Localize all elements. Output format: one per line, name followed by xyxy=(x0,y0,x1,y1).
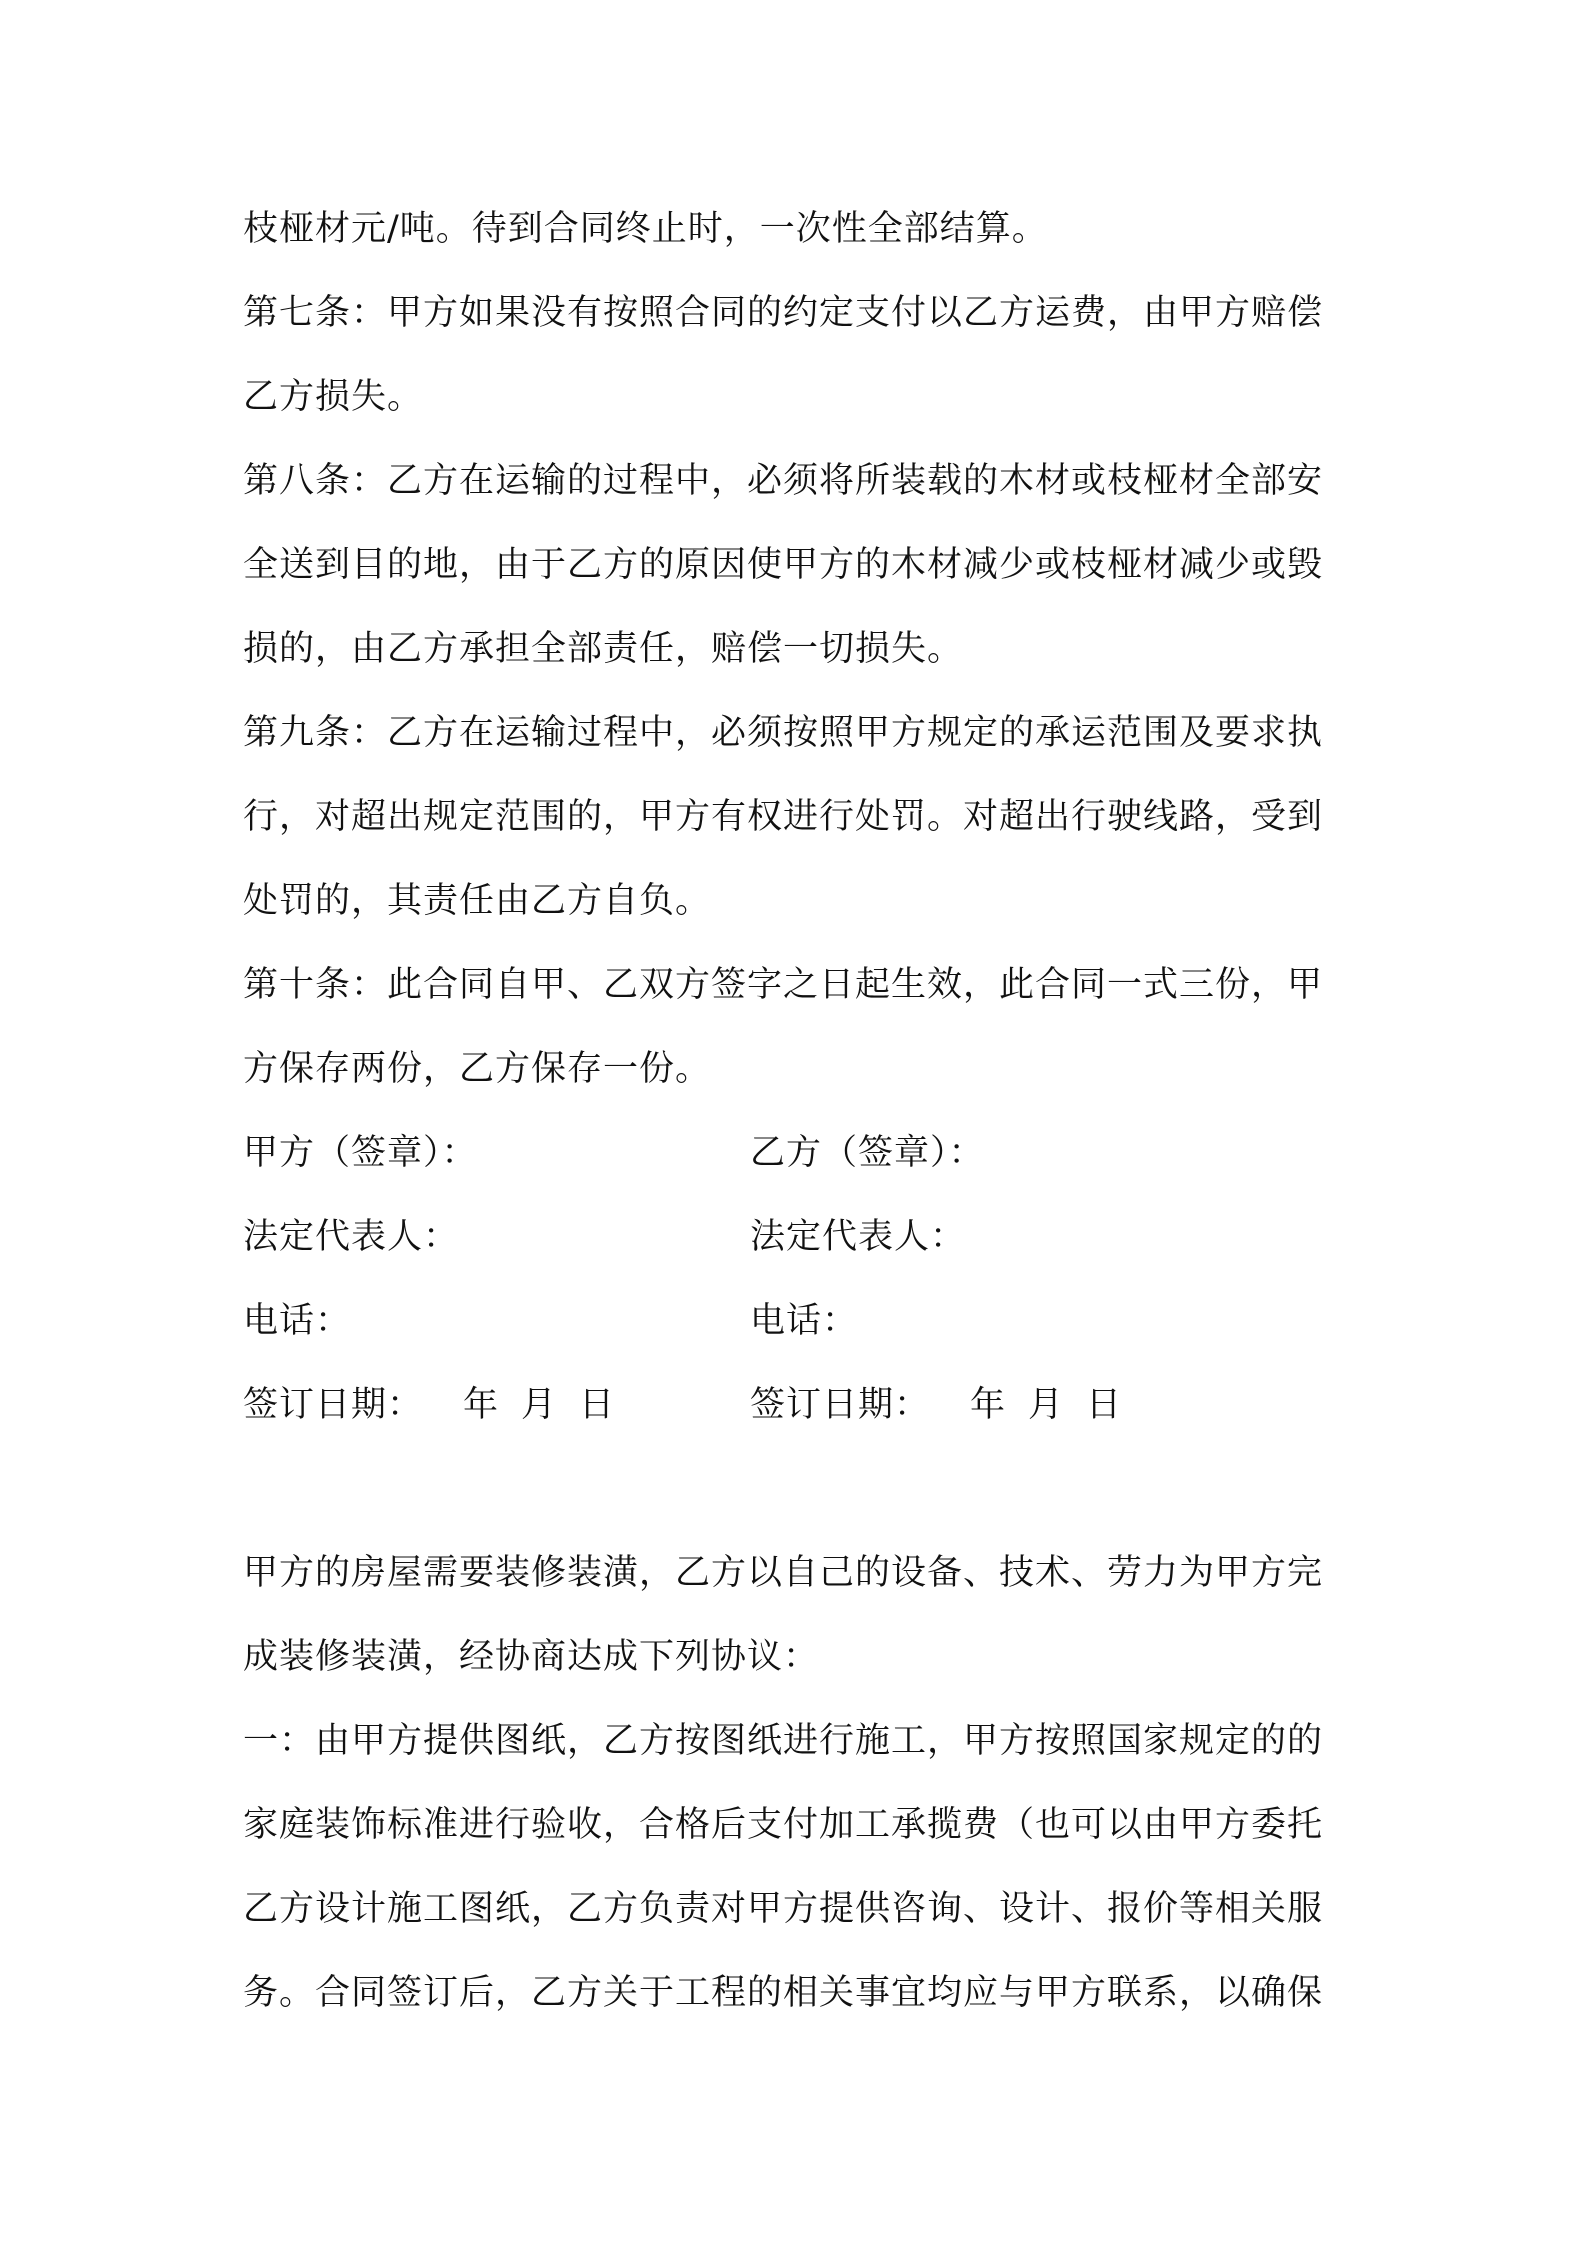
party-b-date xyxy=(750,1383,1350,1427)
party-a-date-month: 月 xyxy=(521,1385,558,1425)
agreement-line: 家庭装饰标准进行验收，合格后支付加工承揽费（也可以由甲方委托 xyxy=(243,1805,1324,1845)
party-b-date-month: 月 xyxy=(1028,1385,1065,1425)
clause-line: 第七条：甲方如果没有按照合同的约定支付以乙方运费，由甲方赔偿 xyxy=(243,293,1324,333)
agreement-line: 乙方设计施工图纸，乙方负责对甲方提供咨询、设计、报价等相关服 xyxy=(243,1889,1324,1929)
clause-line: 第八条：乙方在运输的过程中，必须将所装载的木材或枝桠材全部安 xyxy=(243,461,1324,501)
party-b-date-label: 签订日期： xyxy=(750,1385,931,1425)
party-a-rep-label: 法定代表人： xyxy=(243,1217,460,1257)
party-b-rep-label: 法定代表人： xyxy=(750,1217,967,1257)
party-b-date-year: 年 xyxy=(970,1385,1007,1425)
clause-line: 第十条：此合同自甲、乙双方签字之日起生效，此合同一式三份，甲 xyxy=(243,965,1324,1005)
agreement-line: 务。合同签订后，乙方关于工程的相关事宜均应与甲方联系，以确保 xyxy=(243,1973,1324,2013)
agreement-line: 成装修装潢，经协商达成下列协议： xyxy=(243,1637,820,1677)
clause-line: 方保存两份，乙方保存一份。 xyxy=(243,1049,712,1089)
party-b-date-day: 日 xyxy=(1086,1385,1123,1425)
party-a-phone-label: 电话： xyxy=(243,1301,352,1341)
party-a-date-year: 年 xyxy=(463,1385,500,1425)
agreement-line: 一：由甲方提供图纸，乙方按图纸进行施工，甲方按照国家规定的的 xyxy=(243,1721,1324,1761)
clause-line: 处罚的，其责任由乙方自负。 xyxy=(243,881,712,921)
clause-line: 全送到目的地，由于乙方的原因使甲方的木材减少或枝桠材减少或毁 xyxy=(243,545,1324,585)
agreement-line: 甲方的房屋需要装修装潢，乙方以自己的设备、技术、劳力为甲方完 xyxy=(243,1553,1324,1593)
party-a-date-day: 日 xyxy=(579,1385,616,1425)
clause-line: 枝桠材元/吨。待到合同终止时，一次性全部结算。 xyxy=(243,209,1048,249)
clause-line: 乙方损失。 xyxy=(243,377,424,417)
party-a-date-label: 签订日期： xyxy=(243,1385,424,1425)
party-b-phone-label: 电话： xyxy=(750,1301,859,1341)
party-b-seal-label: 乙方（签章）： xyxy=(750,1133,985,1173)
party-a-seal-label: 甲方（签章）： xyxy=(243,1133,478,1173)
clause-line: 损的，由乙方承担全部责任，赔偿一切损失。 xyxy=(243,629,964,669)
clause-line: 第九条：乙方在运输过程中，必须按照甲方规定的承运范围及要求执 xyxy=(243,713,1324,753)
clause-line: 行，对超出规定范围的，甲方有权进行处罚。对超出行驶线路，受到 xyxy=(243,797,1324,837)
